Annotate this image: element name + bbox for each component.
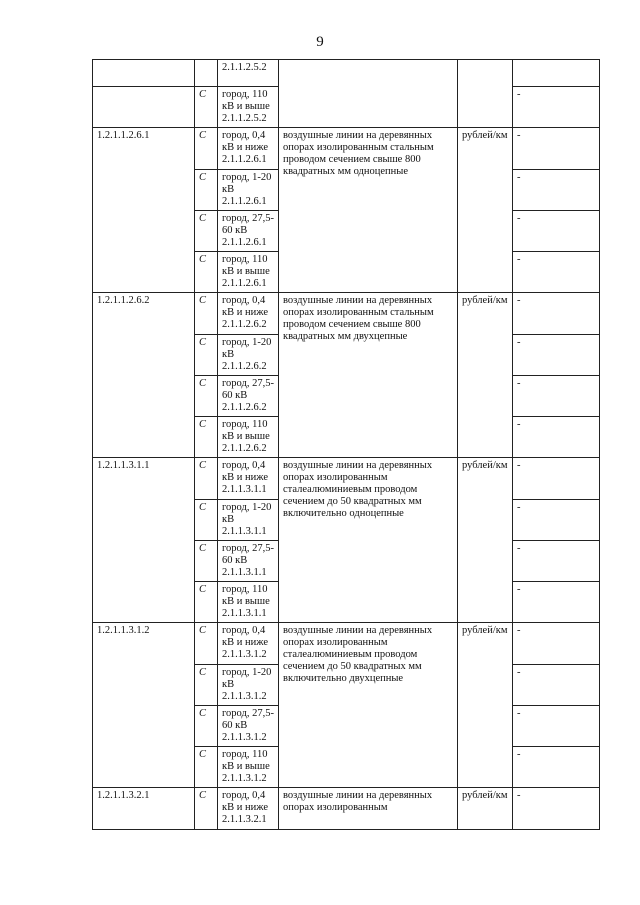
table-row xyxy=(93,128,600,170)
type-letter: С xyxy=(195,788,218,830)
code-cell xyxy=(93,60,195,87)
table-row xyxy=(93,788,600,830)
value-cell: - xyxy=(513,417,600,458)
value-cell: - xyxy=(513,541,600,582)
type-letter: С xyxy=(195,170,218,211)
region-cell: город, 1-20 кВ 2.1.1.2.6.1 xyxy=(218,170,279,211)
table-row xyxy=(93,458,600,500)
region-cell: город, 110 кВ и выше 2.1.1.3.1.2 xyxy=(218,747,279,788)
type-letter: С xyxy=(195,87,218,128)
value-cell: - xyxy=(513,665,600,706)
row-code: 1.2.1.1.2.6.1 xyxy=(93,128,195,293)
page-number: 9 xyxy=(316,34,324,50)
type-letter: С xyxy=(195,541,218,582)
value-cell xyxy=(513,60,600,87)
region-cell: город, 110 кВ и выше 2.1.1.2.5.2 xyxy=(218,87,279,128)
value-cell: - xyxy=(513,706,600,747)
tariff-table xyxy=(92,59,600,830)
region-cell: 2.1.1.2.5.2 xyxy=(218,60,279,87)
unit-cell: рублей/км xyxy=(458,128,513,293)
type-letter: С xyxy=(195,293,218,335)
type-letter: С xyxy=(195,458,218,500)
description-cell: воздушные линии на деревянных опорах изолированным сталеалюминиевым проводом сечением до 50 квадратных мм включительно одноцепные xyxy=(279,458,458,623)
region-cell: город, 1-20 кВ 2.1.1.3.1.1 xyxy=(218,500,279,541)
type-letter: С xyxy=(195,706,218,747)
description-cell: воздушные линии на деревянных опорах изолированным стальным проводом сечением свыше 800 квадратных мм одноцепные xyxy=(279,128,458,293)
region-cell: город, 0,4 кВ и ниже 2.1.1.2.6.2 xyxy=(218,293,279,335)
type-letter xyxy=(195,60,218,87)
row-code: 1.2.1.1.2.6.2 xyxy=(93,293,195,458)
value-cell: - xyxy=(513,211,600,252)
region-cell: город, 110 кВ и выше 2.1.1.2.6.1 xyxy=(218,252,279,293)
value-cell: - xyxy=(513,87,600,128)
table-row xyxy=(93,623,600,665)
type-letter: С xyxy=(195,376,218,417)
value-cell: - xyxy=(513,458,600,500)
unit-cell: рублей/км xyxy=(458,788,513,830)
unit-cell: рублей/км xyxy=(458,293,513,458)
region-cell: город, 0,4 кВ и ниже 2.1.1.2.6.1 xyxy=(218,128,279,170)
type-letter: С xyxy=(195,211,218,252)
type-letter: С xyxy=(195,417,218,458)
table-row xyxy=(93,60,600,87)
row-code: 1.2.1.1.3.1.1 xyxy=(93,458,195,623)
value-cell: - xyxy=(513,623,600,665)
value-cell: - xyxy=(513,335,600,376)
region-cell: город, 27,5-60 кВ 2.1.1.2.6.1 xyxy=(218,211,279,252)
region-cell: город, 110 кВ и выше 2.1.1.3.1.1 xyxy=(218,582,279,623)
type-letter: С xyxy=(195,500,218,541)
description-cell xyxy=(279,60,458,128)
value-cell: - xyxy=(513,252,600,293)
type-letter: С xyxy=(195,747,218,788)
table-row xyxy=(93,293,600,335)
row-code: 1.2.1.1.3.1.2 xyxy=(93,623,195,788)
type-letter: С xyxy=(195,665,218,706)
region-cell: город, 0,4 кВ и ниже 2.1.1.3.1.2 xyxy=(218,623,279,665)
value-cell: - xyxy=(513,788,600,830)
unit-cell: рублей/км xyxy=(458,458,513,623)
region-cell: город, 0,4 кВ и ниже 2.1.1.3.2.1 xyxy=(218,788,279,830)
description-cell: воздушные линии на деревянных опорах изолированным сталеалюминиевым проводом сечением до 50 квадратных мм включительно двухцепные xyxy=(279,623,458,788)
value-cell: - xyxy=(513,128,600,170)
region-cell: город, 27,5-60 кВ 2.1.1.3.1.1 xyxy=(218,541,279,582)
unit-cell: рублей/км xyxy=(458,623,513,788)
region-cell: город, 110 кВ и выше 2.1.1.2.6.2 xyxy=(218,417,279,458)
unit-cell xyxy=(458,60,513,128)
value-cell: - xyxy=(513,376,600,417)
type-letter: С xyxy=(195,128,218,170)
description-cell: воздушные линии на деревянных опорах изолированным стальным проводом сечением свыше 800 квадратных мм двухцепные xyxy=(279,293,458,458)
region-cell: город, 0,4 кВ и ниже 2.1.1.3.1.1 xyxy=(218,458,279,500)
row-code: 1.2.1.1.3.2.1 xyxy=(93,788,195,830)
value-cell: - xyxy=(513,293,600,335)
value-cell: - xyxy=(513,500,600,541)
type-letter: С xyxy=(195,252,218,293)
region-cell: город, 27,5-60 кВ 2.1.1.3.1.2 xyxy=(218,706,279,747)
type-letter: С xyxy=(195,335,218,376)
value-cell: - xyxy=(513,747,600,788)
code-cell xyxy=(93,87,195,128)
type-letter: С xyxy=(195,623,218,665)
type-letter: С xyxy=(195,582,218,623)
region-cell: город, 1-20 кВ 2.1.1.3.1.2 xyxy=(218,665,279,706)
value-cell: - xyxy=(513,582,600,623)
region-cell: город, 27,5-60 кВ 2.1.1.2.6.2 xyxy=(218,376,279,417)
value-cell: - xyxy=(513,170,600,211)
description-cell: воздушные линии на деревянных опорах изолированным xyxy=(279,788,458,830)
region-cell: город, 1-20 кВ 2.1.1.2.6.2 xyxy=(218,335,279,376)
